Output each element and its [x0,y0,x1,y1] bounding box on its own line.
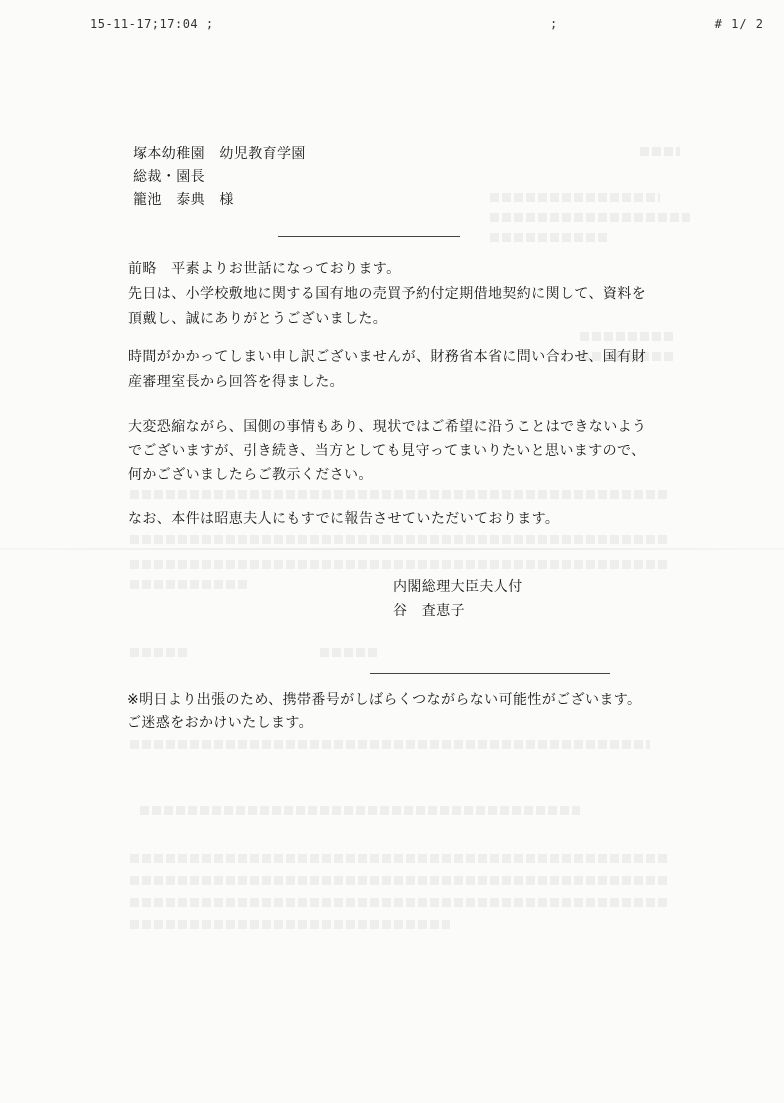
bleed-through [490,193,660,202]
bleed-through [130,490,670,499]
fax-separator: ; [550,17,558,31]
recipient-name: 籠池 泰典 様 [133,192,234,208]
bleed-through [130,560,670,569]
bleed-through [130,876,670,885]
bleed-through [130,854,670,863]
bleed-through [320,648,380,657]
bleed-through [490,213,690,222]
bleed-through [130,580,250,589]
bleed-through [130,648,190,657]
fax-header [90,17,764,37]
bleed-through [130,898,670,907]
body-paragraph-3-line-1: 大変恐縮ながら、国側の事情もあり、現状ではご希望に沿うことはできないよう [128,419,647,435]
bleed-through [130,740,650,749]
signature-office: 内閣総理大臣夫人付 [393,579,523,595]
body-paragraph-2-line-2: 産審理室長から回答を得ました。 [128,374,344,390]
bleed-through [130,535,670,544]
body-paragraph-3-line-2: でございますが、引き続き、当方としても見守ってまいりたいと思いますので、 [128,443,646,459]
fold-crease [0,548,784,550]
body-paragraph-4: なお、本件は昭恵夫人にもすでに報告させていただいております。 [128,511,560,527]
bleed-through [140,806,580,815]
recipient-title: 総裁・園長 [133,169,205,185]
postscript-line-2: ご迷惑をおかけいたします。 [127,715,314,731]
recipient-organization: 塚本幼稚園 幼児教育学園 [133,146,306,162]
bleed-through [130,920,450,929]
bleed-through [490,233,610,242]
postscript-line-1: ※明日より出張のため、携帯番号がしばらくつながらない可能性がございます。 [127,692,642,708]
fax-page-number: # 1/ 2 [714,17,764,31]
bleed-through [580,332,675,341]
fax-timestamp: 15-11-17;17:04 ; [90,17,214,31]
body-paragraph-1-line-2: 頂戴し、誠にありがとうございました。 [128,311,388,327]
divider-rule [370,673,610,674]
bleed-through [640,147,680,156]
greeting: 前略 平素よりお世話になっております。 [128,261,401,277]
body-paragraph-1-line-1: 先日は、小学校敷地に関する国有地の売買予約付定期借地契約に関して、資料を [128,286,647,302]
body-paragraph-3-line-3: 何かございましたらご教示ください。 [128,467,373,483]
body-paragraph-2-line-1: 時間がかかってしまい申し訳ございませんが、財務省本省に問い合わせ、国有財 [128,349,646,365]
signature-name: 谷 査恵子 [393,603,465,619]
divider-rule [278,236,460,237]
